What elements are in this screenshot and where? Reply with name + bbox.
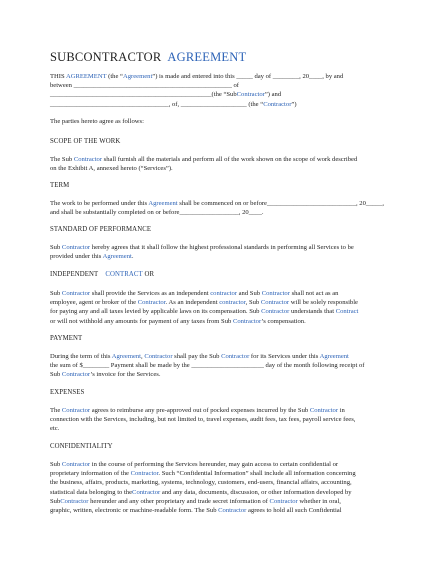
text-line [50,460,395,469]
title-part-subcontractor: SUBCONTRACTOR [50,50,162,64]
text-expenses-l1-d: Contractor [309,407,339,414]
intro-paragraph [50,72,395,109]
text-intro-l2: between ________________________________________________ of [50,82,240,90]
text-payment-l3-c: ’s invoice for the Services. [90,371,161,379]
text-line [50,497,395,506]
text-scope-l1-c: shall furnish all the materials and perform all of the work shown on the scope of work described [102,156,358,163]
text-term-l1-c: shall be commenced on or before___________________________, 20_____, [177,200,385,207]
text-confidentiality-l1-b: Contractor [61,461,91,468]
text-payment-l1-e: shall pay the Sub [172,353,222,360]
text-line [50,317,395,326]
text-independent-l3-a: for paying any and all taxes levied by applicable laws on its compensation. Sub [50,308,262,316]
text-line [50,506,395,515]
text-payment-l1-d: Contractor [144,353,173,360]
text-independent-l2-e: , Sub [245,299,261,307]
standard-heading: STANDARD OF PERFORMANCE [50,226,152,233]
text-line [50,100,395,109]
text-confidentiality-l4-b: Contractor [132,488,161,496]
standard-paragraph [50,243,395,261]
text-standard-l2-c: . [131,253,134,261]
text-payment-l2: the sum of $________ Payment shall be made by the ______________________ day of the month following receipt of [50,362,365,370]
text-independent-heading-c: OR [144,271,155,278]
text-confidentiality-l2-b: Contractor [130,470,159,478]
text-payment-l1-c: , [141,353,145,360]
text-confidentiality-l6-a: graphic, written, electronic or machine-readable form. The Sub [50,507,219,515]
parties-text: The parties hereto agree as follows: [50,118,144,125]
text-confidentiality-l1-c: in the course of performing the Services hereunder, may gain access to certain confidential or [90,461,339,468]
text-confidentiality-l6-b: Contractor [218,507,247,515]
text-intro-l1-b: AGREEMENT [65,73,107,80]
term-heading: TERM [50,182,70,189]
scope-heading: SCOPE OF THE WORK [50,138,121,145]
text-independent-l2-f: Contractor [260,299,290,307]
independent-contractor-paragraph [50,289,395,326]
text-line [50,488,395,497]
text-confidentiality-l5-d: Contractor [269,497,298,505]
text-intro-l4-a: ____________________________________, of, ____________________ (the “ [50,100,264,108]
text-line [50,298,395,307]
text-scope-l2: on the Exhibit A, annexed hereto (“Services”). [50,165,173,173]
text-line [50,90,395,99]
text-expenses-l1-e: in [338,407,345,414]
text-independent-l2-c: . As an independent [165,299,220,307]
term-paragraph [50,199,395,217]
text-confidentiality-l4-a: statistical data belonging to the [50,488,133,496]
text-independent-l1-c: shall provide the Services as an independent [90,290,211,297]
text-term-l2: and shall be substantially completed on or before__________________, 20____. [50,209,264,217]
text-confidentiality-l6-c: agrees to hold all such Confidential [246,507,342,515]
text-line [50,406,395,415]
text-line [50,155,395,164]
text-confidentiality-l2-c: . Such “Confidential Information” shall include all information concerning [158,470,356,478]
text-payment-l1-a: During the term of this [50,353,112,360]
text-line [50,199,395,208]
text-line [50,243,395,252]
scope-paragraph [50,155,395,173]
text-payment-l1-g: for its Services under this [249,353,320,360]
text-independent-l1-f: Contractor [261,290,290,297]
payment-paragraph [50,352,395,380]
text-expenses-l3: etc. [50,425,60,433]
confidentiality-paragraph [50,460,395,515]
title-part-agreement: AGREEMENT [167,50,247,64]
text-confidentiality-l2-a: proprietary information of the [50,470,131,478]
text-intro-l1-e: ”) is made and entered into this _____ day of ________, 20____, by and [152,73,344,80]
text-independent-l1-b: Contractor [61,290,91,297]
text-independent-l3-c: understands that [289,308,336,316]
text-standard-l2-a: provided under this [50,253,103,261]
text-standard-l1-b: Contractor [61,244,91,251]
text-independent-heading-a: INDEPENDENT [50,271,99,278]
text-line [50,289,395,298]
text-scope-l1-a: The Sub [50,156,73,163]
text-payment-l1-h: Agreement [319,353,349,360]
text-intro-l3-c: ”) and [264,91,282,99]
text-confidentiality-l3: the business, affairs, products, marketing, systems, technology, customers, end-users, financial affairs, accounting, [50,479,352,487]
text-expenses-l1-a: The [50,407,62,414]
text-independent-l4-c: ’s compensation. [261,317,306,325]
text-scope-l1-b: Contractor [73,156,103,163]
text-independent-l2-a: employee, agent or broker of the [50,299,138,307]
text-standard-l1-c: hereby agrees that it shall follow the highest professional standards in performing all Services to be [90,244,354,251]
text-independent-l3-d: Contract [335,308,359,316]
text-intro-l4-b: Contractor [263,100,292,108]
confidentiality-heading: CONFIDENTIALITY [50,443,113,450]
text-confidentiality-l4-c: and any data, documents, discussion, or other information developed by [160,488,352,496]
text-confidentiality-l5-b: Contractor [60,497,89,505]
text-confidentiality-l1-a: Sub [50,461,62,468]
text-term-l1-b: Agreement [148,200,178,207]
independent-contractor-heading [50,270,395,279]
text-intro-l1-d: Agreement [122,73,153,80]
text-payment-l1-b: Agreement [111,353,142,360]
text-intro-l4-c: ”) [291,100,297,108]
text-independent-l4-b: Contractor [232,317,262,325]
text-confidentiality-l5-a: Sub [50,497,61,505]
text-intro-l3-a: _________________________________________________(the “Sub [50,91,237,99]
text-standard-l1-a: Sub [50,244,62,251]
text-independent-heading-b: CONTRACT [105,271,143,278]
text-independent-l1-g: shall not act as an [289,290,339,297]
expenses-heading: EXPENSES [50,389,85,396]
text-line [50,72,395,81]
text-intro-l3-b: Contractor [236,91,265,99]
text-expenses-l1-c: agrees to reimburse any pre-approved out of pocked expenses incurred by the Sub [90,407,310,414]
text-line [50,307,395,316]
expenses-paragraph [50,406,395,434]
text-independent-l1-d: contractor [210,290,237,297]
text-independent-l1-e: and Sub [236,290,262,297]
text-independent-l4-a: or will not withhold any amounts for payment of any taxes from Sub [50,317,233,325]
text-independent-l3-b: Contractor [261,308,290,316]
text-term-l1-a: The work to be performed under this [50,200,149,207]
text-intro-l1-a: THIS [50,73,65,80]
text-intro-l1-c: (the “ [106,73,123,80]
text-line [50,370,395,379]
text-independent-l1-a: Sub [50,290,62,297]
text-payment-l3-a: Sub [50,371,62,379]
text-confidentiality-l5-e: whether in oral, [297,497,341,505]
text-expenses-l1-b: Contractor [61,407,91,414]
text-standard-l2-b: Agreement [102,253,132,261]
payment-heading: PAYMENT [50,335,83,342]
text-payment-l1-f: Contractor [221,353,250,360]
text-expenses-l2: connection with the Services, including, but not limited to, travel expenses, audit fees, tax fees, payroll service fees, [50,416,356,424]
text-independent-l2-b: Contractor [137,299,166,307]
text-independent-l2-g: will be solely responsible [289,299,358,307]
text-line [50,469,395,478]
document-title [50,50,246,65]
text-line [50,252,395,261]
text-payment-l3-b: Contractor [61,371,91,379]
text-independent-l2-d: contractor [219,299,246,307]
text-line [50,352,395,361]
text-confidentiality-l5-c: hereunder and any other proprietary and trade secret information of [88,497,270,505]
